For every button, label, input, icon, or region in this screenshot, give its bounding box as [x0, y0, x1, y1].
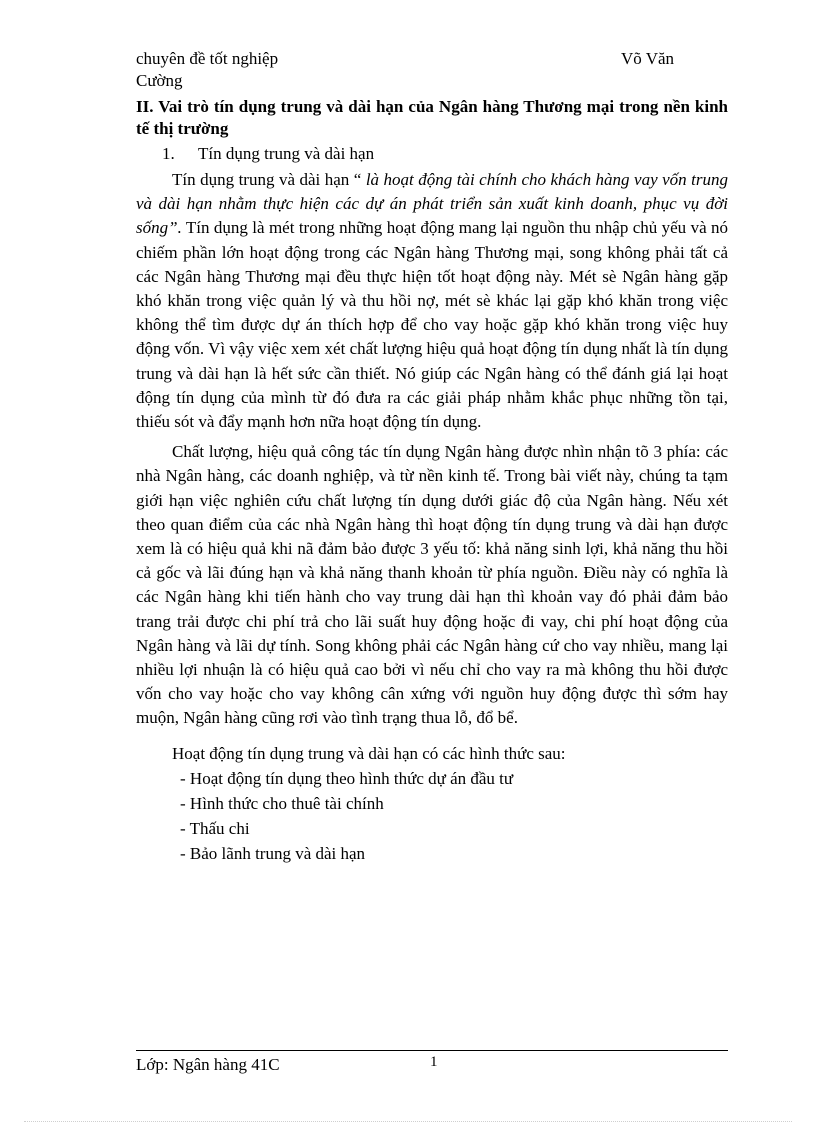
- paragraph-definition-body: Tín dụng là mét trong những hoạt động mang lại nguồn thu nhập chủ yếu và nó chiếm phần lớn hoạt động trong các Ngân hàng Thương mại, song không phải tất cả các Ngân hàng Thương mại đều thực hiện tốt hoạt động này. Mét sè Ngân hàng gặp khó khăn trong việc quản lý và thu hồi nợ, mét sè khác lại gặp khó khăn trong việc không thể tìm được dự án thích hợp để cho vay hoặc gặp khó khăn trong việc huy động vốn. Vì vậy việc xem xét chất lượng hiệu quả hoạt động tín dụng nhất là tín dụng trung và dài hạn là hết sức cần thiết. Nó giúp các Ngân hàng có thể đánh giá lại hoạt động tín dụng của mình từ đó đưa ra các giải pháp nhằm khắc phục những tồn tại, thiếu sót và đẩy mạnh hơn nữa hoạt động tín dụng.: [136, 218, 728, 432]
- paragraph-quality: Chất lượng, hiệu quả công tác tín dụng Ngân hàng được nhìn nhận tõ 3 phía: các nhà Ngân hàng, các doanh nghiệp, và từ nền kinh tế. Trong bài viết này, chúng ta tạm giới hạn việc nghiên cứu chất lượng tín dụng dưới giác độ của Ngân hàng. Nếu xét theo quan điểm của các nhà Ngân hàng thì hoạt động tín dụng trung và dài hạn được xem là có hiệu quả khi nã đảm bảo được 3 yếu tố: khả năng sinh lợi, khả năng thu hồi cả gốc và lãi đúng hạn và khả năng thanh khoản từ phía nguồn. Điều này có nghĩa là các Ngân hàng khi tiến hành cho vay trung dài hạn thì khoản vay đó phải đảm bảo trang trải được chi phí trả cho lãi suất huy động hoặc đi vay, chi phí hoạt động của Ngân hàng và lãi dự tính. Song không phải các Ngân hàng cứ cho vay nhiều, mang lại nhiều lợi nhuận là có hiệu quả cao bởi vì nếu chỉ cho vay ra mà không thu hồi được vốn cho vay hoặc cho vay không cân xứng với nguồn huy động được thì sớm hay muộn, Ngân hàng cũng rơi vào tình trạng thua lỗ, đổ bể.: [136, 442, 728, 728]
- paragraph-definition: [136, 168, 728, 434]
- header-author: Võ Văn: [621, 49, 675, 68]
- forms-list: [136, 766, 728, 866]
- header-topic: chuyên đề tốt nghiệp: [136, 49, 279, 68]
- page-number: 1: [430, 1054, 438, 1070]
- page-bottom-dotted-border: [24, 1121, 792, 1122]
- footer-class-label: Lớp: Ngân hàng 41C: [136, 1055, 280, 1074]
- footer-divider: [136, 1050, 728, 1051]
- definition-quote: là hoạt động tài chính cho khách hàng vay vốn trung và dài hạn nhằm thực hiện các dự án phát triển sản xuất kinh doanh, phục vụ đời sống”.: [136, 170, 728, 238]
- list-item: - Hình thức cho thuê tài chính: [180, 793, 384, 813]
- subsection-heading: [136, 142, 728, 166]
- subsection-title: Tín dụng trung và dài hạn: [198, 144, 375, 163]
- paragraph-definition-lead: Tín dụng trung và dài hạn “: [172, 170, 362, 189]
- header-author-continued: Cường: [136, 71, 183, 90]
- subsection-number: 1.: [162, 144, 175, 163]
- section-heading: II. Vai trò tín dụng trung và dài hạn của Ngân hàng Thương mại trong nền kinh tế thị trường: [136, 97, 728, 138]
- list-item: - Thấu chi: [180, 818, 250, 838]
- page-body: [136, 96, 728, 866]
- forms-intro: Hoạt động tín dụng trung và dài hạn có các hình thức sau:: [172, 743, 566, 763]
- list-item: - Hoạt động tín dụng theo hình thức dự án đầu tư: [180, 768, 514, 788]
- list-item: - Bảo lãnh trung và dài hạn: [180, 843, 366, 863]
